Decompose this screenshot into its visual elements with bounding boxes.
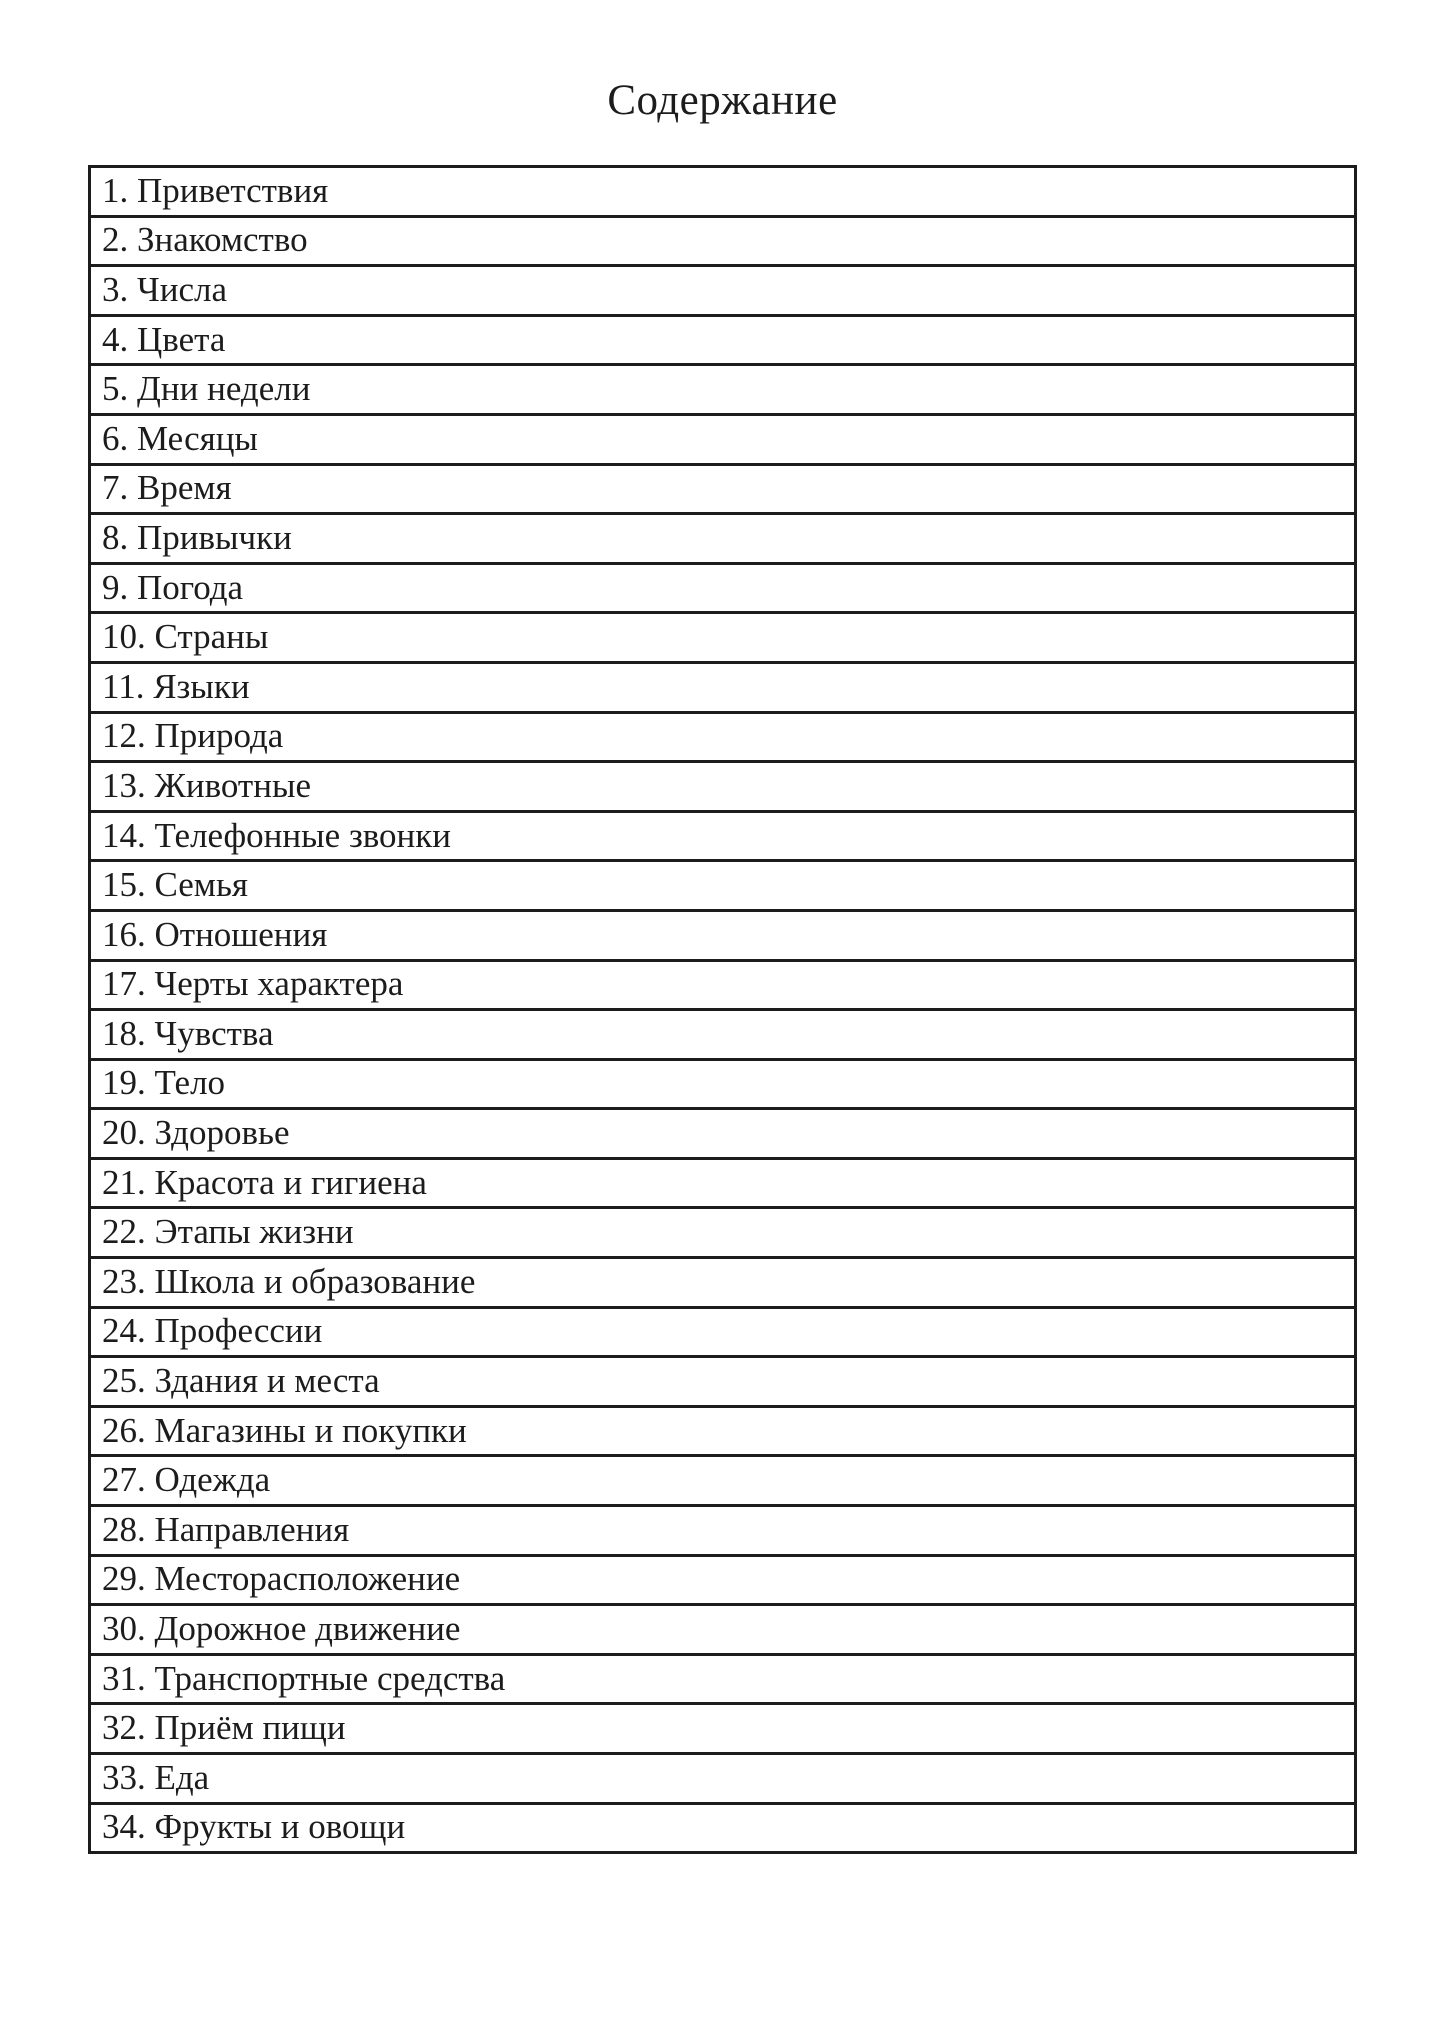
- table-row: [90, 1456, 1356, 1506]
- table-row: [90, 216, 1356, 266]
- table-row: [90, 266, 1356, 316]
- toc-item: 24. Профессии: [90, 1307, 1356, 1357]
- toc-item: 33. Еда: [90, 1754, 1356, 1804]
- toc-item: 9. Погода: [90, 563, 1356, 613]
- toc-item: 32. Приём пищи: [90, 1704, 1356, 1754]
- table-row: [90, 1158, 1356, 1208]
- table-row: [90, 1654, 1356, 1704]
- table-row: [90, 960, 1356, 1010]
- toc-item: 19. Тело: [90, 1059, 1356, 1109]
- table-row: [90, 811, 1356, 861]
- table-row: [90, 1406, 1356, 1456]
- toc-item: 11. Языки: [90, 662, 1356, 712]
- toc-item: 25. Здания и места: [90, 1357, 1356, 1407]
- table-row: [90, 1059, 1356, 1109]
- table-row: [90, 167, 1356, 217]
- table-row: [90, 1704, 1356, 1754]
- toc-table: [88, 165, 1357, 1854]
- toc-item: 15. Семья: [90, 861, 1356, 911]
- toc-item: 14. Телефонные звонки: [90, 811, 1356, 861]
- toc-item: 26. Магазины и покупки: [90, 1406, 1356, 1456]
- table-row: [90, 563, 1356, 613]
- table-row: [90, 1803, 1356, 1853]
- table-row: [90, 1258, 1356, 1308]
- table-row: [90, 1307, 1356, 1357]
- toc-item: 16. Отношения: [90, 910, 1356, 960]
- toc-item: 4. Цвета: [90, 315, 1356, 365]
- toc-item: 2. Знакомство: [90, 216, 1356, 266]
- table-row: [90, 1506, 1356, 1556]
- toc-item: 3. Числа: [90, 266, 1356, 316]
- toc-item: 23. Школа и образование: [90, 1258, 1356, 1308]
- toc-item: 18. Чувства: [90, 1010, 1356, 1060]
- toc-item: 20. Здоровье: [90, 1109, 1356, 1159]
- toc-item: 1. Приветствия: [90, 167, 1356, 217]
- toc-item: 27. Одежда: [90, 1456, 1356, 1506]
- table-row: [90, 712, 1356, 762]
- page-title: Содержание: [607, 77, 838, 124]
- toc-item: 8. Привычки: [90, 514, 1356, 564]
- table-row: [90, 1109, 1356, 1159]
- table-row: [90, 414, 1356, 464]
- toc-item: 21. Красота и гигиена: [90, 1158, 1356, 1208]
- table-row: [90, 315, 1356, 365]
- toc-item: 30. Дорожное движение: [90, 1605, 1356, 1655]
- table-row: [90, 762, 1356, 812]
- table-row: [90, 1605, 1356, 1655]
- toc-item: 29. Месторасположение: [90, 1555, 1356, 1605]
- toc-item: 7. Время: [90, 464, 1356, 514]
- table-row: [90, 662, 1356, 712]
- table-row: [90, 464, 1356, 514]
- toc-item: 10. Страны: [90, 613, 1356, 663]
- toc-item: 6. Месяцы: [90, 414, 1356, 464]
- table-row: [90, 514, 1356, 564]
- table-row: [90, 1010, 1356, 1060]
- table-row: [90, 1754, 1356, 1804]
- table-row: [90, 861, 1356, 911]
- toc-item: 17. Черты характера: [90, 960, 1356, 1010]
- toc-table-body: [90, 167, 1356, 1853]
- table-row: [90, 365, 1356, 415]
- toc-item: 22. Этапы жизни: [90, 1208, 1356, 1258]
- table-row: [90, 1357, 1356, 1407]
- toc-item: 28. Направления: [90, 1506, 1356, 1556]
- table-row: [90, 1208, 1356, 1258]
- toc-item: 5. Дни недели: [90, 365, 1356, 415]
- toc-item: 12. Природа: [90, 712, 1356, 762]
- toc-item: 13. Животные: [90, 762, 1356, 812]
- toc-item: 31. Транспортные средства: [90, 1654, 1356, 1704]
- toc-item: 34. Фрукты и овощи: [90, 1803, 1356, 1853]
- table-row: [90, 910, 1356, 960]
- table-row: [90, 1555, 1356, 1605]
- table-row: [90, 613, 1356, 663]
